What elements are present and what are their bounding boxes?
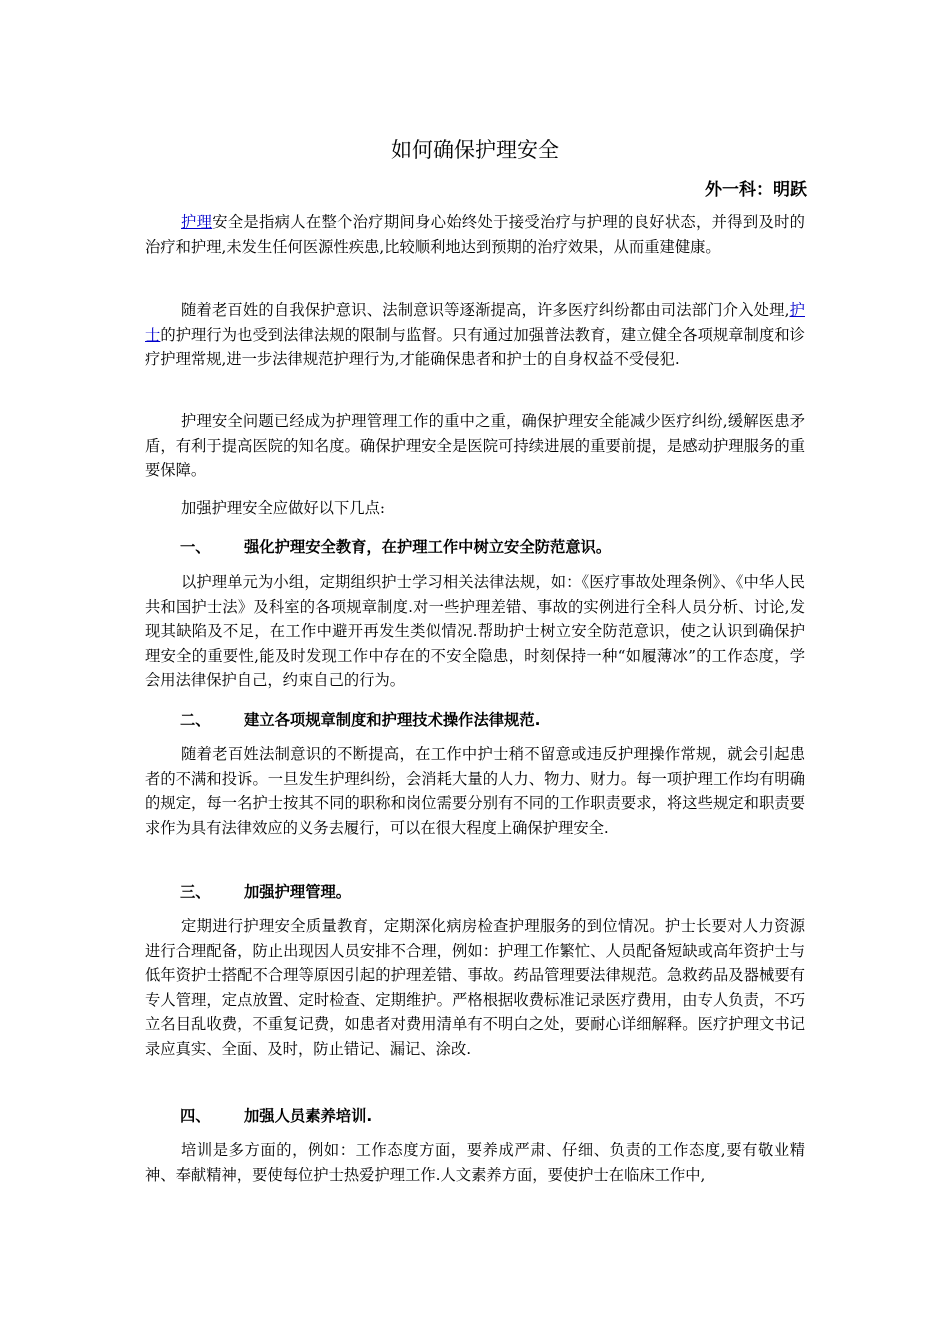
paragraph-2-text-a: 随着老百姓的自我保护意识、法制意识等逐渐提高，许多医疗纠纷都由司法部门介入处理, (181, 301, 790, 319)
section-4-body: 培训是多方面的，例如：工作态度方面，要养成严肃、仔细、负责的工作态度,要有敬业精神、奉献精神，要使每位护士热爱护理工作.人文素养方面，要使护士在临床工作中, (145, 1141, 805, 1184)
paragraph-3: 护理安全问题已经成为护理管理工作的重中之重，确保护理安全能减少医疗纠纷,缓解医患矛盾，有利于提高医院的知名度。确保护理安全是医院可持续进展的重要前提，是感动护理服务的重要保障。 (145, 412, 805, 479)
section-4-heading (180, 1104, 372, 1126)
paragraph-2-text-b: 的护理行为也受到法律法规的限制与监督。只有通过加强普法教育，建立健全各项规章制度和诊疗护理常规,进一步法律规范护理行为,才能确保患者和护士的自身权益不受侵犯. (145, 325, 805, 368)
section-1-number: 一、 (180, 538, 211, 556)
paragraph-1-text: 安全是指病人在整个治疗期间身心始终处于接受治疗与护理的良好状态，并得到及时的治疗和护理,未发生任何医源性疾患,比较顺利地达到预期的治疗效果，从而重建健康。 (145, 213, 805, 256)
section-2-body: 随着老百姓法制意识的不断提高，在工作中护士稍不留意或违反护理操作常规，就会引起患者的不满和投诉。一旦发生护理纠纷，会消耗大量的人力、物力、财力。每一项护理工作均有明确的规定，每一名护士按其不同的职称和岗位需要分别有不同的工作职责要求，将这些规定和职责要求作为具有法律效应的义务去履行，可以在很大程度上确保护理安全. (145, 745, 805, 837)
section-1-heading (180, 535, 611, 557)
paragraph-4: 加强护理安全应做好以下几点: (181, 499, 386, 517)
section-3-title: 加强护理管理。 (244, 883, 352, 901)
section-2-title: 建立各项规章制度和护理技术操作法律规范. (244, 711, 541, 729)
author-line: 外一科：明跃 (705, 180, 807, 200)
section-1-body: 以护理单元为小组，定期组织护士学习相关法律法规，如：《医疗事故处理条例》、《中华人民共和国护士法》及科室的各项规章制度.对一些护理差错、事故的实例进行全科人员分析、讨论,发现其缺陷及不足，在工作中避开再发生类似情况.帮助护士树立安全防范意识，使之认识到确保护理安全的重要性,能及时发现工作中存在的不安全隐患，时刻保持一种“如履薄冰”的工作态度，学会用法律保护自己，约束自己的行为。 (145, 573, 805, 689)
paragraph-1 (145, 210, 805, 259)
nursing-link[interactable]: 护理 (181, 213, 213, 231)
section-1-title: 强化护理安全教育，在护理工作中树立安全防范意识。 (244, 538, 612, 556)
paragraph-2 (145, 298, 805, 372)
section-2-number: 二、 (180, 711, 211, 729)
section-3-body: 定期进行护理安全质量教育，定期深化病房检查护理服务的到位情况。护士长要对人力资源进行合理配备，防止出现因人员安排不合理，例如：护理工作繁忙、人员配备短缺或高年资护士与低年资护士搭配不合理等原因引起的护理差错、事故。药品管理要法律规范。急救药品及器械要有专人管理，定点放置、定时检查、定期维护。严格根据收费标准记录医疗费用，由专人负责，不巧立名目乱收费，不重复记费，如患者对费用清单有不明白之处，要耐心详细解释。医疗护理文书记录应真实、全面、及时，防止错记、漏记、涂改. (145, 917, 805, 1058)
document-title: 如何确保护理安全 (391, 138, 559, 162)
section-4-title: 加强人员素养培训. (244, 1107, 373, 1125)
section-3-number: 三、 (180, 883, 211, 901)
section-2-heading (180, 708, 540, 730)
nurse-link[interactable]: 护士 (145, 301, 805, 344)
section-4-number: 四、 (180, 1107, 211, 1125)
section-3-heading (180, 880, 351, 902)
